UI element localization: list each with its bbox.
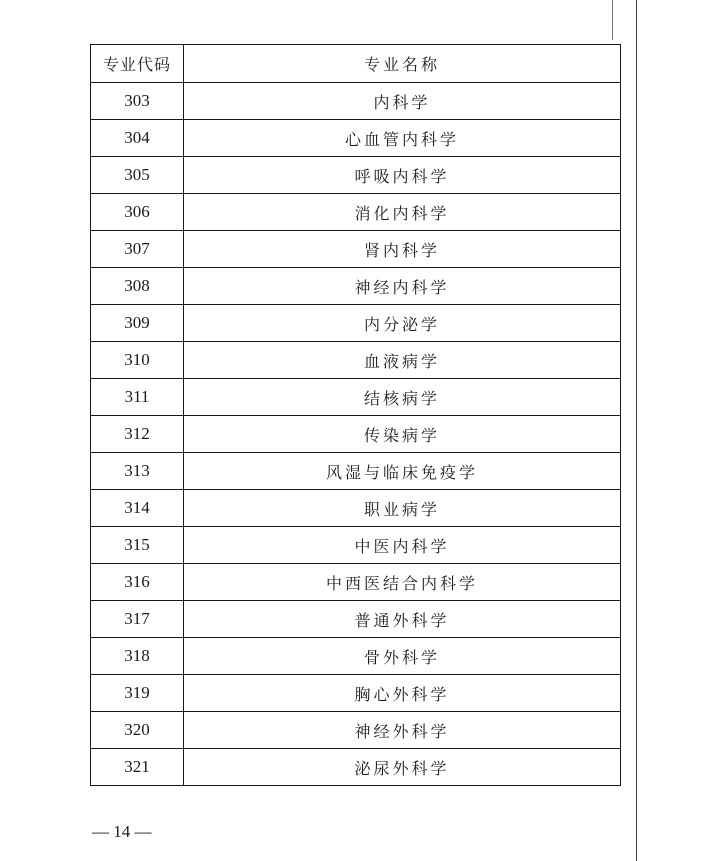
table-row: [91, 83, 621, 120]
major-name-cell: 传染病学: [184, 416, 621, 453]
major-code-cell: 307: [91, 231, 184, 268]
table-row: [91, 268, 621, 305]
major-code-cell: 312: [91, 416, 184, 453]
major-name-cell: 神经内科学: [184, 268, 621, 305]
major-name-cell: 肾内科学: [184, 231, 621, 268]
table-row: [91, 712, 621, 749]
table-row: [91, 416, 621, 453]
table-row: [91, 120, 621, 157]
major-name-cell: 呼吸内科学: [184, 157, 621, 194]
major-code-cell: 319: [91, 675, 184, 712]
major-code-cell: 304: [91, 120, 184, 157]
table-row: [91, 342, 621, 379]
table-row: [91, 638, 621, 675]
header-code: 专业代码: [91, 45, 184, 83]
major-name-cell: 中医内科学: [184, 527, 621, 564]
major-code-cell: 308: [91, 268, 184, 305]
major-code-cell: 310: [91, 342, 184, 379]
table-header-row: [91, 45, 621, 83]
table-row: [91, 564, 621, 601]
major-code-cell: 309: [91, 305, 184, 342]
header-name: 专业名称: [184, 45, 621, 83]
major-code-cell: 318: [91, 638, 184, 675]
major-code-cell: 315: [91, 527, 184, 564]
major-name-cell: 内分泌学: [184, 305, 621, 342]
major-code-cell: 314: [91, 490, 184, 527]
major-name-cell: 中西医结合内科学: [184, 564, 621, 601]
major-name-cell: 内科学: [184, 83, 621, 120]
major-code-cell: 305: [91, 157, 184, 194]
table-row: [91, 453, 621, 490]
table-row: [91, 490, 621, 527]
major-name-cell: 普通外科学: [184, 601, 621, 638]
major-name-cell: 骨外科学: [184, 638, 621, 675]
table-row: [91, 749, 621, 786]
page-edge-line: [636, 0, 637, 861]
major-name-cell: 血液病学: [184, 342, 621, 379]
table-row: [91, 675, 621, 712]
table-row: [91, 231, 621, 268]
major-name-cell: 风湿与临床免疫学: [184, 453, 621, 490]
major-name-cell: 心血管内科学: [184, 120, 621, 157]
major-code-cell: 313: [91, 453, 184, 490]
major-code-cell: 306: [91, 194, 184, 231]
major-name-cell: 结核病学: [184, 379, 621, 416]
table-row: [91, 527, 621, 564]
major-code-cell: 311: [91, 379, 184, 416]
table-row: [91, 601, 621, 638]
table-row: [91, 194, 621, 231]
major-code-cell: 317: [91, 601, 184, 638]
page-number: — 14 —: [92, 822, 152, 841]
table-row: [91, 305, 621, 342]
table-row: [91, 157, 621, 194]
major-name-cell: 泌尿外科学: [184, 749, 621, 786]
page-edge-top-line: [612, 0, 613, 40]
major-code-cell: 320: [91, 712, 184, 749]
major-name-cell: 胸心外科学: [184, 675, 621, 712]
major-name-cell: 职业病学: [184, 490, 621, 527]
majors-table: [90, 44, 621, 786]
major-code-cell: 316: [91, 564, 184, 601]
major-name-cell: 神经外科学: [184, 712, 621, 749]
major-name-cell: 消化内科学: [184, 194, 621, 231]
table-row: [91, 379, 621, 416]
major-code-cell: 303: [91, 83, 184, 120]
major-code-cell: 321: [91, 749, 184, 786]
